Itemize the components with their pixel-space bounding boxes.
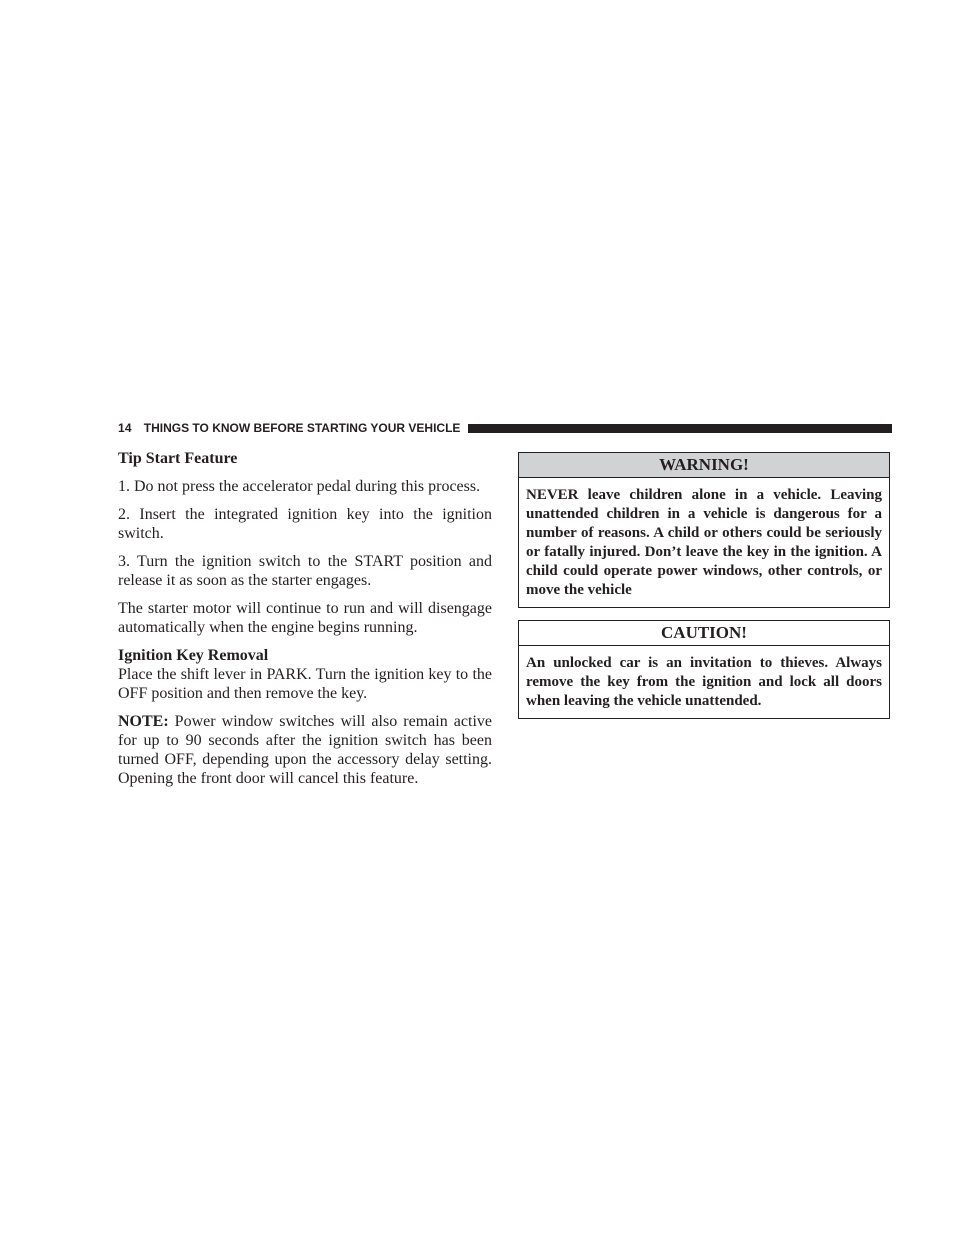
removal-paragraph: Place the shift lever in PARK. Turn the ignition key to the OFF position and then remove the key. (118, 666, 492, 702)
ignition-key-removal-heading: Ignition Key Removal (118, 647, 269, 664)
left-column (118, 449, 492, 797)
step-2: 2. Insert the integrated ignition key into the ignition switch. (118, 506, 492, 542)
page-header (118, 419, 892, 437)
warning-title: WARNING! (519, 453, 889, 478)
warning-box (518, 452, 890, 608)
page-number: 14 (118, 421, 132, 435)
warning-text: NEVER leave children alone in a vehicle. Leaving unattended children in a vehicle is dangerous for a number of reasons. A child or others could be seriously or fatally injured. Don’t leave the key in the ignition. A child could operate power windows, other controls, or move the vehicle (526, 487, 882, 598)
caution-title: CAUTION! (519, 621, 889, 646)
caution-text: An unlocked car is an invitation to thieves. Always remove the key from the ignition and lock all doors when leaving the vehicle unattended. (526, 655, 882, 709)
note-label: NOTE: (118, 713, 169, 730)
header-rule (468, 424, 892, 433)
caution-box (518, 620, 890, 719)
note-text: Power window switches will also remain active for up to 90 seconds after the ignition switch has been turned OFF, depending upon the accessory delay setting. Opening the front door will cancel this feature. (118, 713, 492, 787)
step-1: 1. Do not press the accelerator pedal during this process. (118, 478, 481, 495)
tip-start-heading: Tip Start Feature (118, 450, 238, 467)
note-paragraph (118, 712, 492, 788)
starter-paragraph: The starter motor will continue to run and will disengage automatically when the engine begins running. (118, 600, 492, 636)
section-title: THINGS TO KNOW BEFORE STARTING YOUR VEHICLE (143, 421, 461, 435)
step-3: 3. Turn the ignition switch to the START position and release it as soon as the starter engages. (118, 553, 492, 589)
